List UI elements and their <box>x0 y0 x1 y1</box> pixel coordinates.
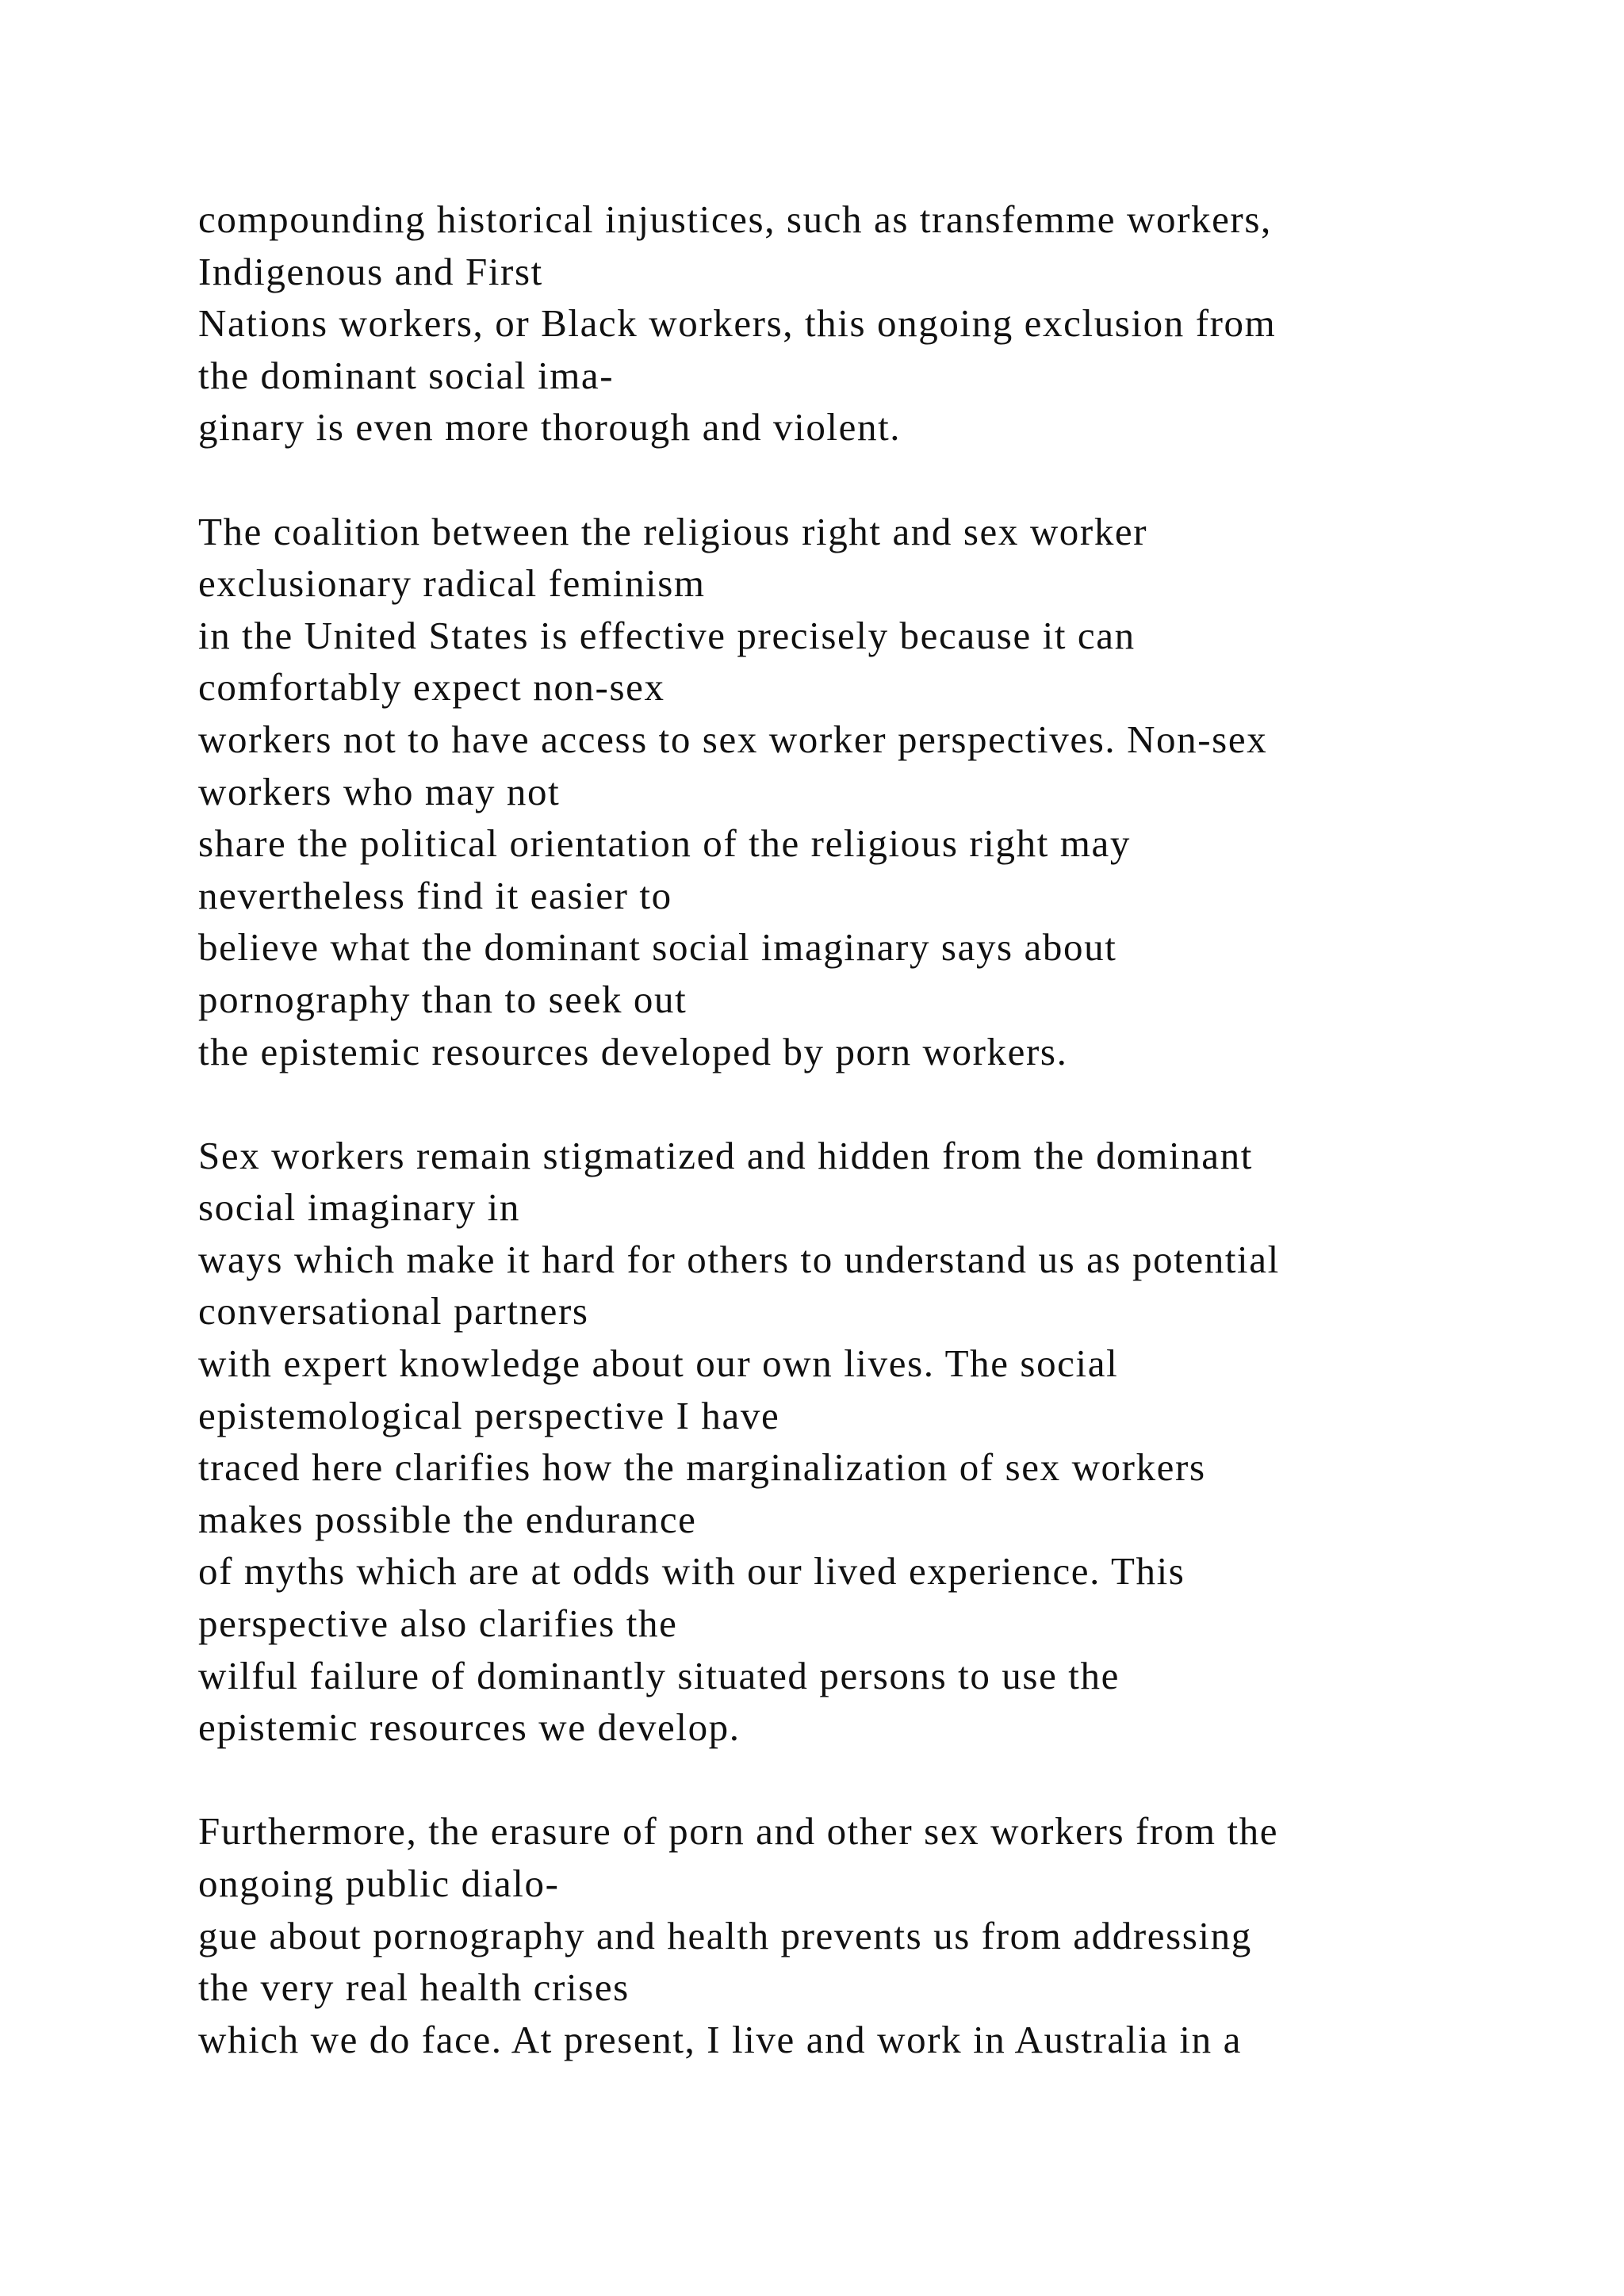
text-line: exclusionary radical feminism <box>198 561 706 606</box>
text-line: believe what the dominant social imaginary says about <box>198 925 1117 970</box>
text-line: ongoing public dialo- <box>198 1862 560 1905</box>
text-line: the dominant social ima- <box>198 353 615 397</box>
paragraph-3 <box>198 1130 1546 1754</box>
text-line: ginary is even more thorough and violent. <box>198 405 902 450</box>
text-line: ways which make it hard for others to understand us as potential <box>198 1237 1280 1281</box>
paragraph-1 <box>198 193 1546 453</box>
text-line: workers not to have access to sex worker perspectives. Non-sex <box>198 717 1268 761</box>
text-line: comfortably expect non-sex <box>198 665 665 710</box>
text-line: workers who may not <box>198 769 561 813</box>
text-line: Sex workers remain stigmatized and hidden from the dominant <box>198 1133 1253 1177</box>
paragraph-4 <box>198 1805 1546 2065</box>
text-line: nevertheless find it easier to <box>198 873 672 917</box>
text-line: perspective also clarifies the <box>198 1601 678 1646</box>
text-line: with expert knowledge about our own lives. The social <box>198 1341 1119 1386</box>
text-line: the epistemic resources developed by porn workers. <box>198 1029 1068 1073</box>
text-line: The coalition between the religious right and sex worker <box>198 509 1148 553</box>
text-line: in the United States is effective precisely because it can <box>198 613 1136 657</box>
text-line: wilful failure of dominantly situated persons to use the <box>198 1653 1120 1697</box>
body-text <box>198 193 1546 2118</box>
text-line: pornography than to seek out <box>198 977 688 1021</box>
text-line: Indigenous and First <box>198 249 543 293</box>
text-line: compounding historical injustices, such as transfemme workers, <box>198 197 1272 241</box>
text-line: of myths which are at odds with our lived experience. This <box>198 1549 1185 1594</box>
text-line: epistemological perspective I have <box>198 1393 780 1437</box>
text-line: Nations workers, or Black workers, this ongoing exclusion from <box>198 301 1277 346</box>
text-line: the very real health crises <box>198 1965 630 2010</box>
text-line: Furthermore, the erasure of porn and other sex workers from the <box>198 1809 1279 1854</box>
text-line: epistemic resources we develop. <box>198 1705 741 1750</box>
paragraph-2 <box>198 506 1546 1078</box>
text-line: traced here clarifies how the marginalization of sex workers <box>198 1445 1206 1490</box>
text-line: makes possible the endurance <box>198 1497 697 1541</box>
text-line: conversational partners <box>198 1289 589 1334</box>
text-line: which we do face. At present, I live and work in Australia in a <box>198 2017 1242 2061</box>
text-line: social imaginary in <box>198 1185 520 1230</box>
text-line: share the political orientation of the religious right may <box>198 821 1131 866</box>
text-line: gue about pornography and health prevents us from addressing <box>198 1913 1252 1957</box>
